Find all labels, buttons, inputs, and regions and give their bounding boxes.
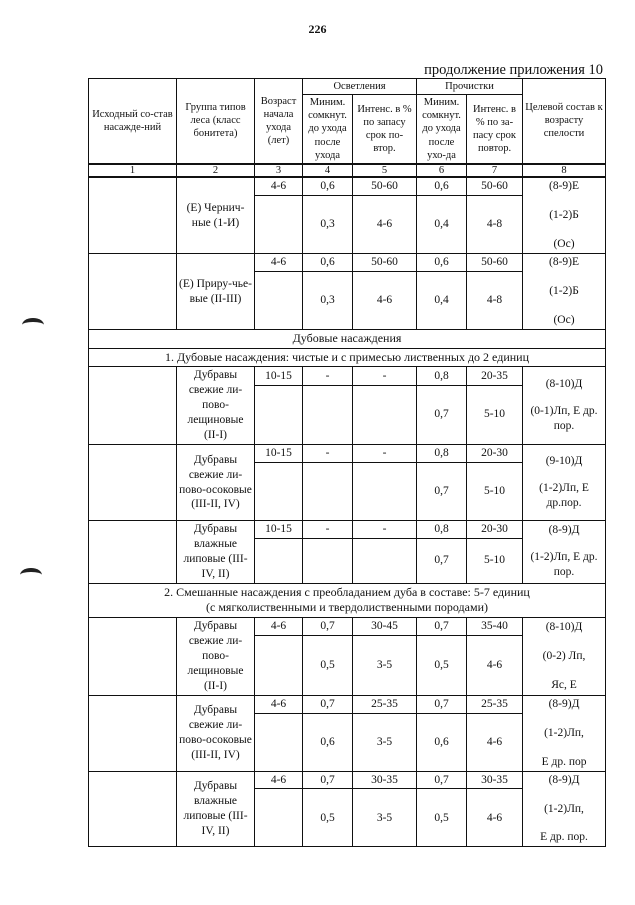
header-cleaning-intensity: Интенс. в % по за-пасу срок повтор. [467, 95, 523, 164]
empty-cell [303, 385, 353, 444]
header-thinning-intensity: Интенс. в % по запасу срок по-втор. [353, 95, 417, 164]
thinning-intensity: 50-60 [353, 254, 417, 272]
start-age: 4-6 [255, 617, 303, 635]
cleaning-closure: 0,7 [417, 462, 467, 520]
cleaning-intensity: 50-60 [467, 177, 523, 195]
target-line: (8-9)Е [549, 180, 580, 193]
header-start-age: Возраст начала ухода (лет) [255, 79, 303, 164]
target-line: Е др. пор [541, 755, 587, 768]
empty-cell [255, 539, 303, 584]
cleaning-intensity: 20-35 [467, 367, 523, 385]
target-line: (8-9)Д [548, 773, 580, 786]
continuation-label: продолжение приложения 10 [424, 62, 603, 78]
thinning-closure: 0,6 [303, 177, 353, 195]
target-composition [523, 771, 606, 847]
cleaning-closure: 0,4 [417, 196, 467, 254]
target-line: (8-9)Д [548, 697, 580, 710]
cleaning-intensity: 35-40 [467, 617, 523, 635]
thinning-closure: 0,6 [303, 254, 353, 272]
header-initial-composition: Исходный со-став насажде-ний [89, 79, 177, 164]
cleaning-closure: 0,5 [417, 789, 467, 847]
column-number: 3 [255, 164, 303, 178]
target-line: (8-10)Д [545, 620, 583, 633]
cleaning-intensity: 4-8 [467, 272, 523, 330]
forest-type-group: Дубравы свежие ли-пово-осоковые (III-II, IV) [177, 695, 255, 771]
target-line: (1-2)Лп, Е др.пор. [539, 482, 589, 509]
thinning-closure: 0,5 [303, 789, 353, 847]
target-composition [523, 445, 606, 521]
forest-type-group: (Е) Приру-чье- вые (II-III) [177, 254, 255, 330]
oak-section-title: Дубовые насаждения [89, 330, 606, 349]
thinning-closure: 0,7 [303, 771, 353, 789]
empty-cell [255, 272, 303, 330]
cleaning-intensity: 20-30 [467, 520, 523, 538]
column-number: 5 [353, 164, 417, 178]
cleaning-intensity: 5-10 [467, 462, 523, 520]
start-age: 10-15 [255, 367, 303, 385]
thinning-intensity: 4-6 [353, 272, 417, 330]
target-line: Е др. пор. [540, 831, 588, 844]
cleaning-closure: 0,7 [417, 385, 467, 444]
thinning-intensity: 3-5 [353, 789, 417, 847]
start-age: 4-6 [255, 695, 303, 713]
cleaning-closure: 0,4 [417, 272, 467, 330]
initial-composition-cell [89, 520, 177, 583]
forest-type-group: Дубравы свежие ли-пово-лещиновые (II-I) [177, 617, 255, 695]
header-group-cleaning: Прочистки [417, 79, 523, 95]
target-line: (1-2)Б [549, 285, 579, 298]
section-1-title: 1. Дубовые насаждения: чистые и с примесью лиственных до 2 единиц [89, 348, 606, 367]
thinning-closure: 0,5 [303, 636, 353, 695]
section-2-title [89, 583, 606, 617]
empty-cell [255, 196, 303, 254]
empty-cell [255, 713, 303, 771]
target-line: (0-2) Лп, [542, 649, 586, 662]
target-composition [523, 254, 606, 330]
empty-cell [303, 462, 353, 520]
cleaning-closure: 0,8 [417, 367, 467, 385]
initial-composition-cell [89, 367, 177, 445]
cleaning-closure: 0,7 [417, 539, 467, 584]
empty-cell [255, 636, 303, 695]
thinning-closure: 0,6 [303, 713, 353, 771]
cleaning-closure: 0,5 [417, 636, 467, 695]
thinning-closure: - [303, 367, 353, 385]
forest-type-group: Дубравы влажные липовые (III-IV, II) [177, 520, 255, 583]
forest-type-group: Дубравы влажные липовые (III-IV, II) [177, 771, 255, 847]
cleaning-intensity: 4-6 [467, 713, 523, 771]
target-line: (1-2)Б [549, 209, 579, 222]
empty-cell [353, 385, 417, 444]
forest-type-group: Дубравы свежие ли-пово-лещиновые (II-I) [177, 367, 255, 445]
cleaning-intensity: 4-6 [467, 789, 523, 847]
start-age: 10-15 [255, 445, 303, 463]
start-age: 4-6 [255, 771, 303, 789]
target-composition [523, 520, 606, 583]
target-line: (Ос) [553, 314, 575, 327]
start-age: 10-15 [255, 520, 303, 538]
thinning-intensity: 30-45 [353, 617, 417, 635]
initial-composition-cell [89, 695, 177, 771]
header-group-thinning: Осветления [303, 79, 417, 95]
cleaning-closure: 0,8 [417, 520, 467, 538]
thinning-intensity: - [353, 520, 417, 538]
thinning-intensity: 3-5 [353, 636, 417, 695]
target-line: (0-1)Лп, Е др. пор. [530, 405, 598, 433]
forest-type-group: (Е) Чернич-ные (1-И) [177, 177, 255, 253]
empty-cell [303, 539, 353, 584]
column-number: 6 [417, 164, 467, 178]
binding-hole-mark [20, 568, 42, 582]
cleaning-closure: 0,8 [417, 445, 467, 463]
thinning-intensity: 25-35 [353, 695, 417, 713]
header-cleaning-closure: Миним. сомкнут. до ухода после ухо-да [417, 95, 467, 164]
empty-cell [255, 385, 303, 444]
empty-cell [255, 462, 303, 520]
section-2-title-line-1: 2. Смешанные насаждения с преобладанием дуба в составе: 5-7 единиц [164, 584, 530, 599]
initial-composition-cell [89, 617, 177, 695]
thinning-closure: 0,7 [303, 617, 353, 635]
cleaning-intensity: 5-10 [467, 385, 523, 444]
initial-composition-cell [89, 445, 177, 521]
target-line: (1-2)Лп, Е др. пор. [530, 551, 598, 579]
binding-hole-mark [22, 318, 44, 332]
target-composition [523, 617, 606, 695]
thinning-closure: 0,7 [303, 695, 353, 713]
empty-cell [255, 789, 303, 847]
cleaning-intensity: 5-10 [467, 539, 523, 584]
thinning-closure: 0,3 [303, 196, 353, 254]
cleaning-closure: 0,6 [417, 177, 467, 195]
thinning-closure: 0,3 [303, 272, 353, 330]
silviculture-table [88, 78, 606, 847]
target-line: (8-10)Д [545, 378, 583, 391]
cleaning-closure: 0,7 [417, 771, 467, 789]
cleaning-intensity: 50-60 [467, 254, 523, 272]
cleaning-closure: 0,7 [417, 617, 467, 635]
initial-composition-cell [89, 771, 177, 847]
header-target-composition: Целевой состав к возрасту спелости [523, 79, 606, 164]
column-number: 2 [177, 164, 255, 178]
cleaning-intensity: 25-35 [467, 695, 523, 713]
cleaning-closure: 0,6 [417, 713, 467, 771]
thinning-closure: - [303, 445, 353, 463]
thinning-closure: - [303, 520, 353, 538]
cleaning-closure: 0,7 [417, 695, 467, 713]
column-number: 4 [303, 164, 353, 178]
column-number: 1 [89, 164, 177, 178]
start-age: 4-6 [255, 254, 303, 272]
thinning-intensity: 50-60 [353, 177, 417, 195]
section-2-title-line-2: (с мягколиственными и твердолиственными породами) [206, 600, 488, 615]
thinning-intensity: - [353, 445, 417, 463]
target-line: (1-2)Лп, [544, 726, 584, 739]
start-age: 4-6 [255, 177, 303, 195]
cleaning-intensity: 30-35 [467, 771, 523, 789]
target-composition [523, 695, 606, 771]
column-number: 8 [523, 164, 606, 178]
target-line: Яс, Е [551, 678, 577, 691]
thinning-intensity: 30-35 [353, 771, 417, 789]
empty-cell [353, 462, 417, 520]
cleaning-intensity: 20-30 [467, 445, 523, 463]
cleaning-intensity: 4-8 [467, 196, 523, 254]
target-composition [523, 367, 606, 445]
header-thinning-closure: Миним. сомкнут. до ухода после ухода [303, 95, 353, 164]
initial-composition-cell [89, 177, 177, 253]
target-line: (8-9)Д [548, 524, 580, 537]
thinning-intensity: 4-6 [353, 196, 417, 254]
cleaning-closure: 0,6 [417, 254, 467, 272]
thinning-intensity: - [353, 367, 417, 385]
forest-type-group: Дубравы свежие ли-пово-осоковые (III-II, IV) [177, 445, 255, 521]
target-line: (9-10)Д [545, 455, 583, 468]
empty-cell [353, 539, 417, 584]
target-line: (1-2)Лп, [544, 802, 584, 815]
page-number: 226 [308, 22, 327, 36]
thinning-intensity: 3-5 [353, 713, 417, 771]
target-composition [523, 177, 606, 253]
cleaning-intensity: 4-6 [467, 636, 523, 695]
target-line: (8-9)Е [549, 256, 580, 269]
target-line: (Ос) [553, 238, 575, 251]
initial-composition-cell [89, 254, 177, 330]
column-number: 7 [467, 164, 523, 178]
header-forest-type-group: Группа типов леса (класс бонитета) [177, 79, 255, 164]
